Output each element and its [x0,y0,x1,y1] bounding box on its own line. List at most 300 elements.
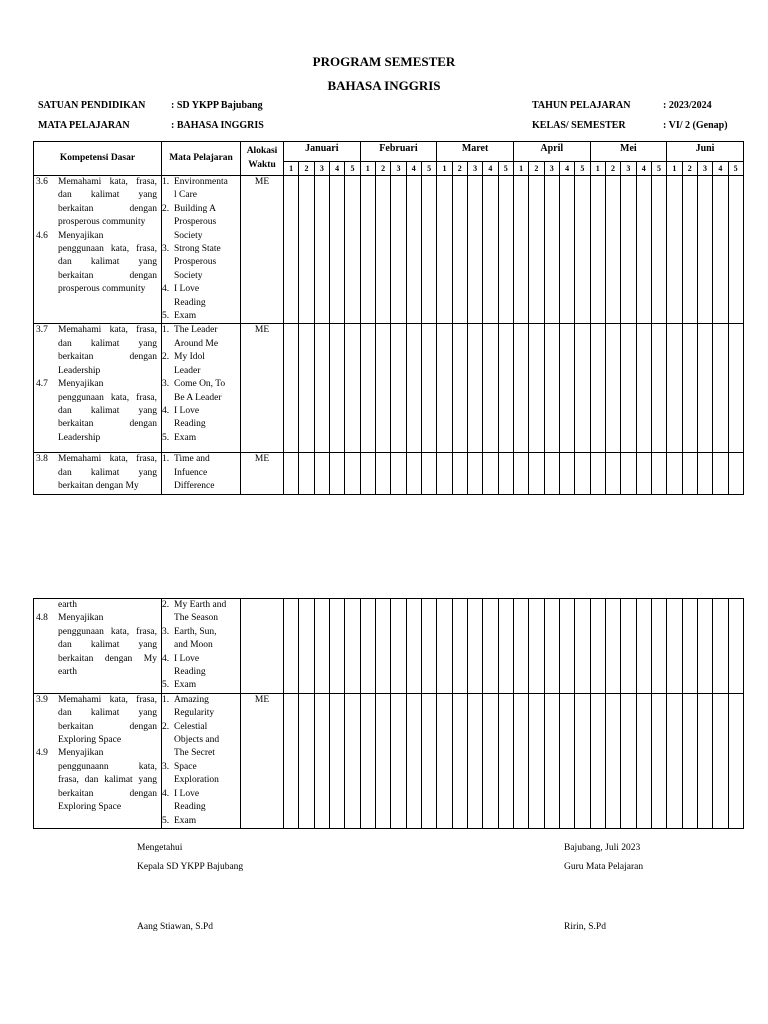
week-cell [728,693,743,828]
mp-line: Space [174,761,197,772]
kd-line: Exploring Space [58,802,122,813]
mp-text [174,694,240,721]
week-cell [621,599,636,694]
mp-line: Objects and [174,735,220,746]
mp-line: Amazing [174,694,209,705]
mp-item [162,283,240,310]
week-cell [575,176,590,324]
mp-item [162,721,240,761]
mp-line: Celestial [174,721,208,732]
sign-left-line1: Mengetahui [137,843,183,853]
week-cell [406,324,421,453]
week-cell [375,599,390,694]
header-month: April [513,142,590,162]
mp-line: Reading [174,419,206,430]
mp-number: 3. [162,626,170,637]
mp-line: I Love [174,788,200,799]
header-month: Mei [590,142,667,162]
week-cell [529,693,544,828]
week-cell [421,599,436,694]
week-cell [284,599,299,694]
week-cell [483,176,498,324]
week-cell [559,176,574,324]
week-cell [345,599,360,694]
header-week: 4 [406,162,421,176]
kelas-label: KELAS/ SEMESTER [532,120,626,131]
week-cell [314,693,329,828]
header-week: 1 [513,162,528,176]
header-month: Februari [360,142,437,162]
kd-line: dan kalimat yang [58,338,157,349]
kd-line: berkaitan dengan [58,270,157,281]
week-cell [498,599,513,694]
week-cell [697,176,712,324]
week-cell [559,453,574,494]
mp-text [174,721,240,761]
week-cell [713,599,728,694]
header-week: 3 [314,162,329,176]
week-cell [299,324,314,453]
header-week: 5 [651,162,666,176]
satuan-value: : SD YKPP Bajubang [171,100,263,111]
kd-line: Leadership [58,432,101,443]
kd-text [58,378,161,445]
mp-item [162,351,240,378]
kd-cell [34,176,162,324]
kd-line: Menyajikan [58,748,104,759]
week-cell [329,324,344,453]
mp-text [174,788,240,815]
week-cell [651,324,666,453]
kd-line: Menyajikan [58,379,104,390]
week-cell [636,453,651,494]
week-cell [697,599,712,694]
kd-line: Memahami kata, frasa, [58,177,157,187]
week-cell [314,599,329,694]
kd-number: 3.6 [36,177,48,187]
week-cell [483,324,498,453]
week-cell [360,693,375,828]
kd-line: prosperous community [58,217,146,228]
mp-number: 5. [162,432,170,443]
kd-line: berkaitan dengan [58,352,157,363]
mp-item [162,694,240,721]
mp-line: Time and [174,454,210,465]
week-cell [314,176,329,324]
table-row [34,599,744,694]
header-week: 3 [544,162,559,176]
kd-cell [34,324,162,453]
kd-text [58,747,161,814]
week-cell [467,176,482,324]
week-cell [605,599,620,694]
week-cell [513,324,528,453]
mp-number: 4. [162,788,170,799]
week-cell [437,693,452,828]
week-cell [421,324,436,453]
mp-text [174,653,240,680]
week-cell [483,599,498,694]
kd-line: dan kalimat yang [58,467,157,478]
week-cell [728,176,743,324]
kd-item [34,230,161,297]
mp-line: Environmenta [174,177,228,187]
week-cell [329,599,344,694]
week-cell [682,324,697,453]
header-kompetensi: Kompetensi Dasar [34,142,162,176]
mp-line: Earth, Sun, [174,626,217,637]
mp-text [174,761,240,788]
mp-item [162,432,240,445]
week-cell [621,693,636,828]
week-cell [559,324,574,453]
kd-text [58,230,161,297]
week-cell [682,176,697,324]
mp-line: l Care [174,190,197,201]
week-cell [467,453,482,494]
week-cell [375,324,390,453]
sign-right-line2: Guru Mata Pelajaran [564,862,644,872]
week-cell [651,176,666,324]
header-week: 2 [605,162,620,176]
week-cell [575,599,590,694]
alokasi-cell [241,599,284,694]
mp-number: 2. [162,721,170,732]
mp-line: Come On, To [174,379,226,390]
mp-text [174,453,240,493]
mp-line: Reading [174,297,206,308]
kd-line: earth [58,600,77,610]
week-cell [375,453,390,494]
header-week: 4 [483,162,498,176]
week-cell [498,324,513,453]
week-cell [314,453,329,494]
mp-line: Reading [174,802,206,813]
week-cell [621,176,636,324]
week-cell [682,453,697,494]
header-month: Januari [284,142,361,162]
tahun-value: : 2023/2024 [663,100,712,111]
mp-text [174,176,240,203]
week-cell [360,176,375,324]
header-month: Juni [667,142,744,162]
kelas-value: : VI/ 2 (Genap) [663,120,728,131]
week-cell [329,176,344,324]
week-cell [284,324,299,453]
mp-text [174,679,240,692]
week-cell [498,693,513,828]
kd-item [34,453,161,493]
kd-line: penggunaan kata, frasa, [58,626,157,637]
mp-cell [162,176,241,324]
mp-text [174,432,240,445]
week-cell [713,176,728,324]
week-cell [437,453,452,494]
mp-line: Prosperous [174,257,217,268]
alokasi-cell: ME [241,693,284,828]
mp-item [162,599,240,626]
week-cell [314,324,329,453]
table-row [34,693,744,828]
mp-item [162,378,240,405]
mp-text [174,378,240,405]
table-row [34,324,744,453]
week-cell [605,693,620,828]
week-cell [621,453,636,494]
week-cell [559,693,574,828]
week-cell [452,453,467,494]
week-cell [452,176,467,324]
kd-line: dan kalimat yang [58,640,157,651]
mp-number: 2. [162,203,170,214]
kd-line: Menyajikan [58,613,104,624]
mp-line: Infuence [174,467,208,478]
header-week: 1 [437,162,452,176]
mp-line: I Love [174,405,200,416]
week-cell [728,599,743,694]
kd-text [58,612,161,679]
header-week: 3 [391,162,406,176]
mp-number: 2. [162,600,170,610]
week-cell [529,176,544,324]
week-cell [544,324,559,453]
mp-text [174,626,240,653]
kd-item [34,176,161,230]
header-week: 1 [360,162,375,176]
mp-line: My Earth and [174,600,227,610]
week-cell [651,599,666,694]
kd-line: berkaitan dengan My [58,481,139,492]
kd-number: 3.8 [36,454,48,465]
mp-number: 1. [162,694,170,705]
kd-cell [34,453,162,494]
mp-item [162,405,240,432]
week-cell [437,599,452,694]
week-cell [667,453,682,494]
mp-line: Around Me [174,338,219,349]
alokasi-cell: ME [241,324,284,453]
mp-number: 3. [162,379,170,390]
header-week: 4 [329,162,344,176]
week-cell [284,453,299,494]
mp-line: and Moon [174,640,213,651]
week-cell [406,599,421,694]
mp-line: Exam [174,311,197,322]
table-row [34,176,744,324]
week-cell [513,453,528,494]
mp-line: I Love [174,653,200,664]
kd-text [58,176,161,230]
kd-number: 4.9 [36,748,48,759]
mp-item [162,453,240,493]
kd-number: 3.7 [36,325,48,336]
week-cell [375,176,390,324]
page-subtitle: BAHASA INGGRIS [327,78,441,93]
kd-line: penggunaann kata, [58,761,157,772]
week-cell [483,453,498,494]
mp-line: My Idol [174,352,205,363]
header-week: 4 [636,162,651,176]
mp-item [162,679,240,692]
mp-line: The Leader [174,325,218,336]
mp-text [174,203,240,243]
kd-line: prosperous community [58,284,146,295]
mp-text [174,283,240,310]
kd-cell [34,599,162,694]
kd-item [34,694,161,748]
header-week: 5 [345,162,360,176]
kd-item [34,324,161,378]
week-cell [713,453,728,494]
header-week: 2 [375,162,390,176]
week-cell [299,599,314,694]
mp-number: 5. [162,311,170,322]
week-cell [605,176,620,324]
mp-text [174,310,240,323]
sign-right-name: Ririn, S.Pd [564,922,606,932]
kd-line: dan kalimat yang [58,405,157,416]
mp-line: Be A Leader [174,392,222,403]
mp-line: Exam [174,815,197,826]
mp-line: Exploration [174,775,219,786]
kd-number: 3.9 [36,694,48,705]
mp-line: I Love [174,284,200,295]
mp-item [162,788,240,815]
mp-item [162,815,240,828]
week-cell [697,693,712,828]
kd-line: Memahami kata, frasa, [58,325,157,336]
week-cell [329,693,344,828]
mp-number: 4. [162,405,170,416]
week-cell [590,324,605,453]
kd-line: frasa, dan kalimat yang [58,775,157,786]
mp-text [174,324,240,351]
kd-line: berkaitan dengan [58,788,157,799]
semester-table [33,141,744,495]
week-cell [513,693,528,828]
alokasi-cell: ME [241,176,284,324]
week-cell [360,324,375,453]
week-cell [452,324,467,453]
week-cell [544,176,559,324]
week-cell [391,693,406,828]
tahun-label: TAHUN PELAJARAN [532,100,631,111]
header-week: 2 [452,162,467,176]
mp-text [174,405,240,432]
satuan-label: SATUAN PENDIDIKAN [38,100,146,111]
week-cell [391,176,406,324]
week-cell [467,693,482,828]
mp-line: Exam [174,432,197,443]
week-cell [544,453,559,494]
alokasi-cell: ME [241,453,284,494]
kd-line: Exploring Space [58,735,122,746]
week-cell [559,599,574,694]
mp-number: 4. [162,284,170,295]
mp-cell [162,599,241,694]
week-cell [651,693,666,828]
mp-item [162,653,240,680]
kd-line: Leadership [58,365,101,376]
mapel-label: MATA PELAJARAN [38,120,130,131]
mp-text [174,599,240,626]
kd-line: penggunaan kata, frasa, [58,244,157,255]
mp-number: 1. [162,454,170,465]
kd-item [34,747,161,814]
week-cell [544,599,559,694]
mp-line: The Secret [174,748,215,759]
week-cell [713,324,728,453]
week-cell [590,453,605,494]
week-cell [299,176,314,324]
week-cell [575,453,590,494]
kd-item [34,378,161,445]
mp-item [162,243,240,283]
header-week: 1 [284,162,299,176]
kd-line: Memahami kata, frasa, [58,454,157,465]
kd-text [58,599,161,612]
mp-line: Society [174,270,203,281]
mp-item [162,176,240,203]
week-cell [345,453,360,494]
week-cell [590,599,605,694]
week-cell [697,324,712,453]
week-cell [513,599,528,694]
mp-number: 3. [162,761,170,772]
kd-number: 4.7 [36,379,48,390]
header-week: 3 [621,162,636,176]
week-cell [391,453,406,494]
week-cell [437,324,452,453]
mp-number: 5. [162,815,170,826]
header-week: 4 [559,162,574,176]
header-week: 1 [667,162,682,176]
week-cell [575,324,590,453]
mp-line: The Season [174,613,219,624]
kd-number: 4.6 [36,230,48,241]
week-cell [513,176,528,324]
week-cell [682,693,697,828]
header-week: 5 [728,162,743,176]
header-alokasi: Alokasi Waktu [241,142,284,176]
week-cell [299,453,314,494]
kd-number: 4.8 [36,613,48,624]
week-cell [360,599,375,694]
mp-number: 4. [162,653,170,664]
week-cell [728,324,743,453]
week-cell [667,324,682,453]
mp-line: Prosperous [174,217,217,228]
week-cell [483,693,498,828]
kd-line: berkaitan dengan [58,721,157,732]
mp-line: Leader [174,365,201,376]
week-cell [498,176,513,324]
mp-number: 5. [162,680,170,691]
sign-left-line2: Kepala SD YKPP Bajubang [137,862,244,872]
week-cell [575,693,590,828]
week-cell [529,599,544,694]
header-month: Maret [437,142,514,162]
week-cell [728,453,743,494]
kd-line: Menyajikan [58,230,104,241]
header-week: 2 [299,162,314,176]
mp-line: Building A [174,203,216,214]
mp-line: Exam [174,680,197,691]
kd-line: berkaitan dengan My [58,653,157,664]
sign-left-name: Aang Stiawan, S.Pd [137,922,213,932]
header-week: 5 [498,162,513,176]
kd-text [58,453,161,493]
